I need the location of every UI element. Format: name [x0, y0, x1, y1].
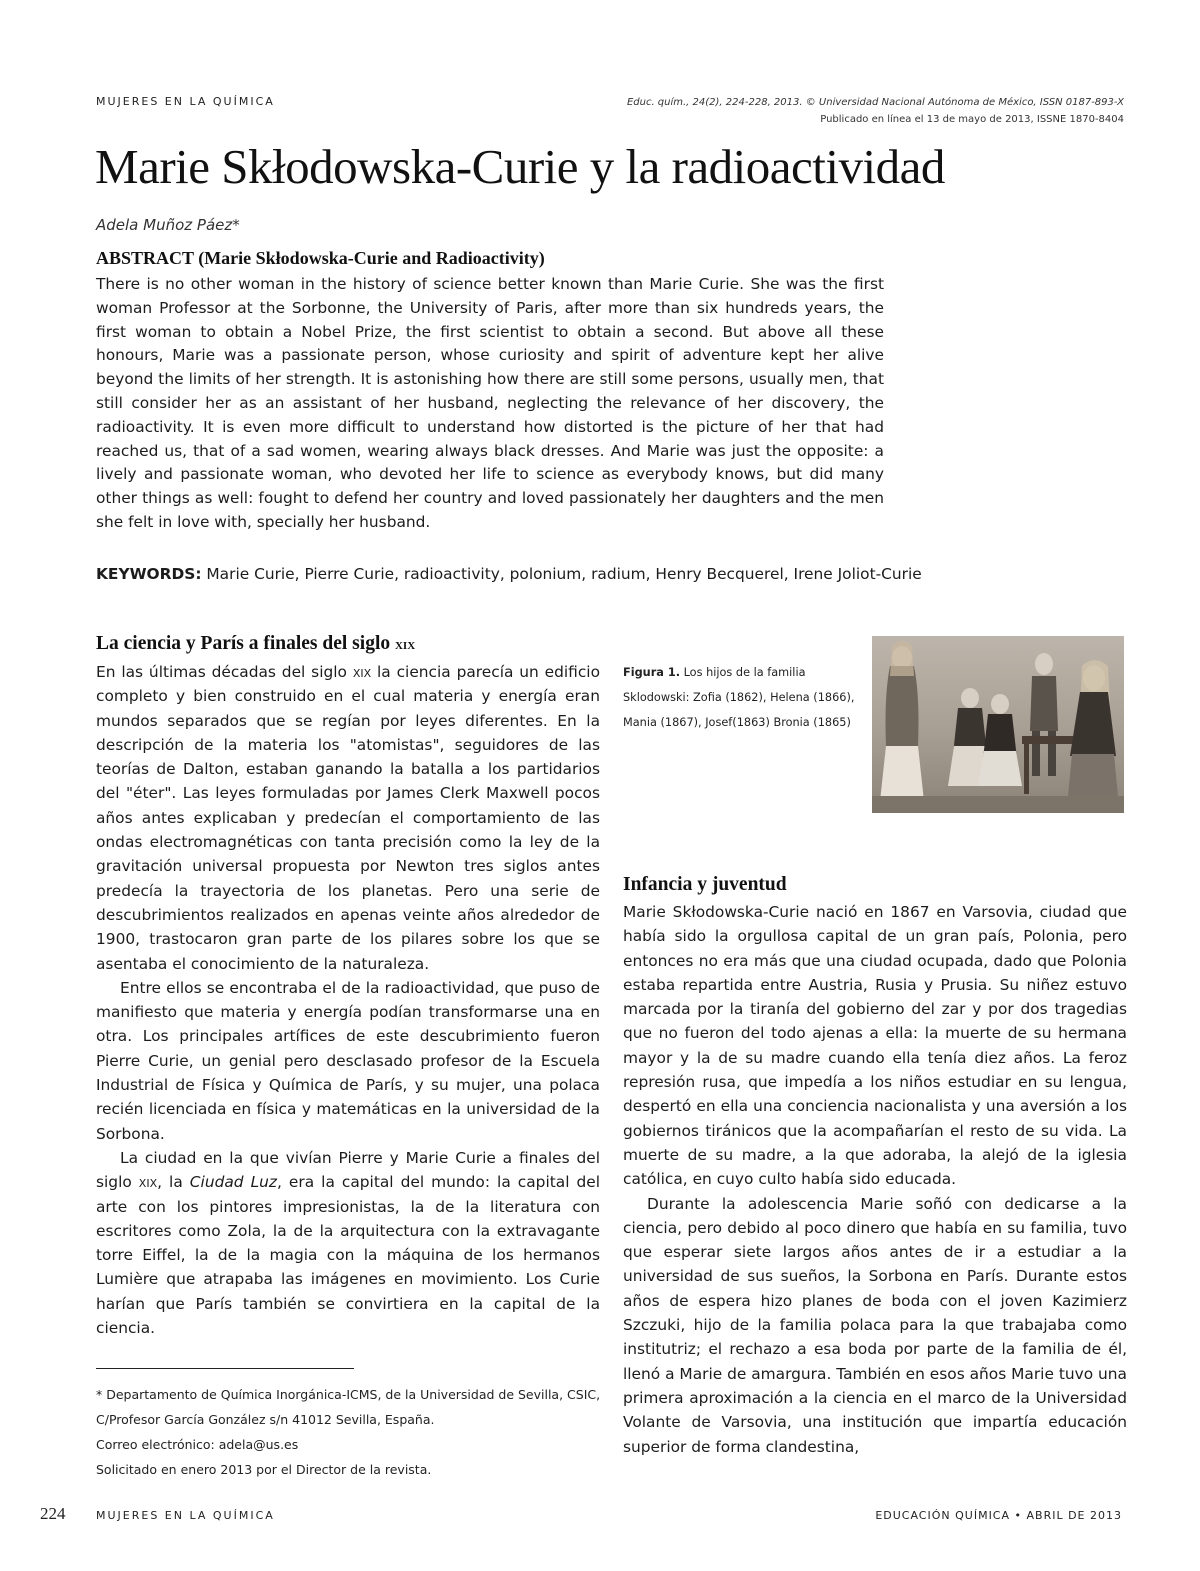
running-footer-right: EDUCACIÓN QUÍMICA • ABRIL DE 2013: [875, 1509, 1122, 1522]
keywords-label: KEYWORDS:: [96, 565, 202, 583]
paragraph: [96, 1146, 600, 1340]
paragraph-text: la ciencia parecía un edificio completo y bien construido en el cual materia y energía eran mundos separados que se regían por leyes diferentes. En la descripción de la materia los "atomistas", seguidores de las teorías de Dalton, estaban ganando la batalla a los partidarios del "éter". Las leyes formuladas por James Clerk Maxwell pocos años antes explicaban y predecían el comportamiento de las ondas electromagnéticas con tanta precisión como la ley de la gravitación universal propuesta por Newton tres siglos antes predecía la trayectoria de los planetas. Pero una serie de descubrimientos realizados en apenas veinte años alrededor de 1900, trastocaron gran parte de los pilares sobre los que se asentaba el conocimiento de la naturaleza.: [96, 663, 601, 973]
paragraph-text: , era la capital del mundo: la capital del arte con los pintores impresionistas, la de la literatura con escritores como Zola, la de la arquitectura con la extravagante torre Eiffel, la de la magia con la máquina de los hermanos Lumière que atrapaba las imágenes en movimiento. Los Curie harían que París también se convirtiera en la capital de la ciencia.: [96, 1173, 601, 1338]
paragraph: Marie Skłodowska-Curie nació en 1867 en Varsovia, ciudad que había sido la orgullosa capital de un gran país, Polonia, pero entonces no era más que una ciudad ocupada, dado que Polonia estaba repartida entre Austria, Rusia y Prusia. Su niñez estuvo marcada por la tiranía del gobierno del zar y por dos tragedias que no fueron del todo ajenas a ella: la muerte de su hermana mayor y la de su madre cuando ella tenía diez años. La feroz represión rusa, que impedía a los niños estudiar en su lengua, despertó en ella una conciencia nacionalista y una aversión a los gobiernos tiránicos que la acompañarían el resto de su vida. La muerte de su madre, a la que adoraba, la alejó de la iglesia católica, en cuyo culto había sido educada.: [623, 903, 1127, 1189]
publication-line: Publicado en línea el 13 de mayo de 2013, ISSNE 1870-8404: [820, 114, 1124, 125]
abstract-heading: ABSTRACT (Marie Skłodowska-Curie and Radioactivity): [96, 248, 545, 268]
paragraph: [96, 660, 600, 976]
left-column: [96, 660, 600, 1340]
keywords-list: Marie Curie, Pierre Curie, radioactivity, polonium, radium, Henry Becquerel, Irene Joliot-Curie: [201, 565, 922, 583]
footnote-divider: [96, 1368, 354, 1369]
keywords: [96, 565, 1116, 583]
figure-caption-text: Los hijos de la familia Sklodowski: Zofia (1862), Helena (1866), Mania (1867), Josef(1863) Bronia (1865): [623, 666, 855, 729]
paragraph: Durante la adolescencia Marie soñó con dedicarse a la ciencia, pero debido al poco dinero que había en su familia, tuvo que esperar siete largos años antes de ir a estudiar a la universidad de sus sueños, la Sorbona en París. Durante estos años de espera hizo planes de boda con el joven Kazimierz Szczuki, hijo de la familia polaca para la que trabajaba como institutriz; el rechazo a esa boda por parte de la familia de él, llenó a Marie de amargura. También en esos años Marie tuvo una primera aproximación a la ciencia en el marco de la Universidad Volante de Varsovia, una institución que impartía educación superior de forma clandestina,: [623, 1194, 1127, 1456]
author-name: Adela Muñoz Páez*: [96, 216, 240, 234]
affiliation-note: * Departamento de Química Inorgánica-ICMS, de la Universidad de Sevilla, CSIC, C/Profesor García González s/n 41012 Sevilla, España.: [96, 1387, 601, 1427]
section-heading-ciencia: [96, 633, 415, 655]
emphasis-text: Ciudad Luz: [189, 1173, 277, 1192]
section-heading-century: xix: [394, 637, 416, 653]
abstract-text: There is no other woman in the history of science better known than Marie Curie. She was the first woman Professor at the Sorbonne, the University of Paris, after more than six hundreds years, the first woman to obtain a Nobel Prize, the first scientist to obtain a second. But above all these honours, Marie was a passionate person, whose curiosity and spirit of adventure kept her alive beyond the limits of her strength. It is astonishing how there are still some persons, usually men, that still consider her as an assistant of her husband, neglecting the relevance of her discovery, the radioactivity. It is even more difficult to understand how distorted is the picture of her that had reached us, that of a sad women, wearing always black dresses. And Marie was just the opposite: a lively and passionate woman, who devoted her life to science as everybody knows, but did many other things as well: fought to defend her country and loved passionately her daughters and the men she felt in love with, specially her husband.: [96, 275, 884, 531]
paragraph: Entre ellos se encontraba el de la radioactividad, que puso de manifiesto que materia y energía podían transformarse una en otra. Los principales artífices de este descubrimiento fueron Pierre Curie, un genial pero desclasado profesor de la Escuela Industrial de Física y Química de París, y su mujer, una polaca recién licenciada en física y matemáticas en la universidad de la Sorbona.: [96, 978, 600, 1143]
century-numeral: xix: [138, 1173, 158, 1192]
citation-info: [627, 94, 1124, 128]
paragraph-text: La ciudad en la que vivían Pierre y Marie Curie a finales del siglo: [96, 1148, 600, 1192]
section-heading-text: La ciencia y París a finales del siglo: [96, 633, 395, 654]
email-note: Correo electrónico: adela@us.es: [96, 1437, 299, 1452]
citation-line: Educ. quím., 24(2), 224-228, 2013. © Universidad Nacional Autónoma de México, ISSN 0187-893-X: [626, 97, 1124, 108]
article-title: Marie Skłodowska-Curie y la radioactividad: [95, 139, 945, 194]
running-footer-left: MUJERES EN LA QUÍMICA: [96, 1509, 275, 1522]
figure-label: Figura 1.: [623, 666, 680, 679]
running-header: MUJERES EN LA QUÍMICA: [96, 95, 275, 108]
page-number: 224: [40, 1504, 66, 1523]
century-numeral: xix: [352, 663, 372, 681]
paragraph-text: En las últimas décadas del siglo: [96, 663, 353, 681]
right-column: [623, 900, 1127, 1459]
section-heading-infancia: Infancia y juventud: [623, 874, 787, 895]
request-note: Solicitado en enero 2013 por el Director de la revista.: [96, 1462, 432, 1477]
family-photo-image: [872, 636, 1124, 813]
family-photo: [872, 636, 1124, 813]
figure-caption: [623, 660, 863, 735]
footnote: [96, 1382, 606, 1482]
paragraph-text: , la: [157, 1173, 190, 1192]
abstract-body: [96, 273, 884, 535]
